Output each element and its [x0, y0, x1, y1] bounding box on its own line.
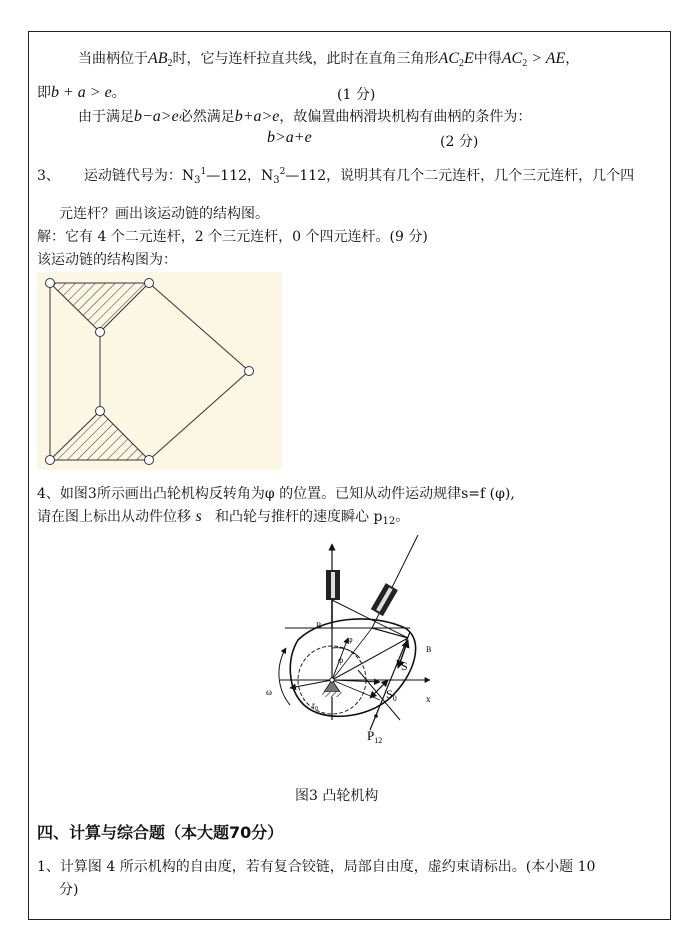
joint — [145, 279, 154, 288]
label-omega: ω — [266, 687, 272, 697]
joint — [245, 367, 254, 376]
section-heading-4: 四、计算与综合题（本大题70分） — [37, 823, 284, 842]
answer-3-line-1: 解：它有 4 个二元连杆，2 个三元连杆，0 个四元连杆。(9 分) — [37, 229, 428, 245]
question-4-line-1: 4、如图3所示画出凸轮机构反转角为φ 的位置。已知从动件运动规律s=f (φ), — [37, 486, 515, 502]
question-3-line-1: 3、 运动链代号为：$N_3^1—112$，$N_3^2—112$，说明其有几个二元连杆，几个三元连杆，几个四 — [37, 167, 635, 186]
score-1: (1 分) — [337, 87, 376, 103]
text: 中得 — [473, 51, 502, 67]
question-3-line-2: 元连杆？画出该运动链的结构图。 — [59, 206, 269, 222]
math-s: s — [195, 508, 202, 525]
math-condition-1: b−a>e — [134, 108, 179, 125]
text: 时，它与连杆拉直共线，此时在直角三角形 — [172, 51, 439, 67]
x-axis-label: x — [426, 694, 431, 704]
inclined-follower-axis — [372, 535, 418, 628]
label-b-top: B — [316, 621, 322, 630]
math-condition-final: b>a+e — [267, 129, 312, 146]
follower-link — [332, 600, 408, 638]
math-inequality: $AC_2$ > AE — [501, 50, 566, 69]
text-line-3: 由于满足b−a>e必然满足b+a>e，故偏置曲柄滑块机构有曲柄的条件为： — [78, 108, 532, 125]
math-condition-2: b+a>e — [234, 108, 280, 125]
label-phi: φ — [338, 655, 344, 665]
label-s: S — [401, 659, 408, 673]
cam-profile — [290, 619, 415, 716]
instant-center-p12 — [374, 714, 378, 718]
math-ac2e: $AC_2E$ — [438, 50, 474, 69]
math-b-a-e: b + a > e — [51, 84, 112, 101]
question-4-line-2: 请在图上标出从动件位移 s 和凸轮与推杆的速度瞬心 $p_{12}$。 — [37, 508, 410, 527]
radial-line — [332, 638, 408, 680]
joint — [46, 279, 55, 288]
question-4-1-line-2: 分) — [59, 882, 79, 898]
score-2: (2 分) — [440, 134, 479, 150]
kinematic-chain-figure — [37, 272, 282, 470]
label-phi-2: φ — [348, 635, 353, 644]
text-line-1: 当曲柄位于$AB_2$时，它与连杆拉直共线，此时在直角三角形$AC_2E$中得$AC_2$ > AE， — [78, 50, 580, 69]
pivot-ground — [322, 692, 342, 697]
label-b-right: B — [426, 645, 432, 654]
math-ab2: $AB_2$ — [148, 50, 173, 69]
figure-caption: 图3 凸轮机构 — [295, 788, 379, 804]
follower-guide-inner — [331, 572, 335, 598]
label-p12: $P_{12}$ — [367, 728, 383, 745]
joint — [96, 407, 105, 416]
joint — [96, 328, 105, 337]
label-r0: $r_0$ — [312, 700, 318, 712]
answer-3-line-2: 该运动链的结构图为： — [37, 252, 177, 268]
question-4-1-line-1: 1、计算图 4 所示机构的自由度，若有复合铰链，局部自由度，虚约束请标出。(本小题 10 — [37, 859, 596, 875]
cam-center — [330, 678, 334, 682]
radius-arrow-left — [290, 680, 332, 688]
label-s0: $S_0$ — [386, 687, 397, 703]
cam-mechanism-figure — [260, 530, 460, 750]
text: 当曲柄位于 — [78, 51, 148, 67]
radius-arrow-up — [332, 638, 348, 680]
joint — [145, 456, 154, 465]
inclined-follower-guide — [371, 583, 398, 616]
joint — [46, 456, 55, 465]
rotation-arc-omega — [279, 648, 290, 705]
text-line-2: 即b + a > e。 — [37, 84, 126, 101]
